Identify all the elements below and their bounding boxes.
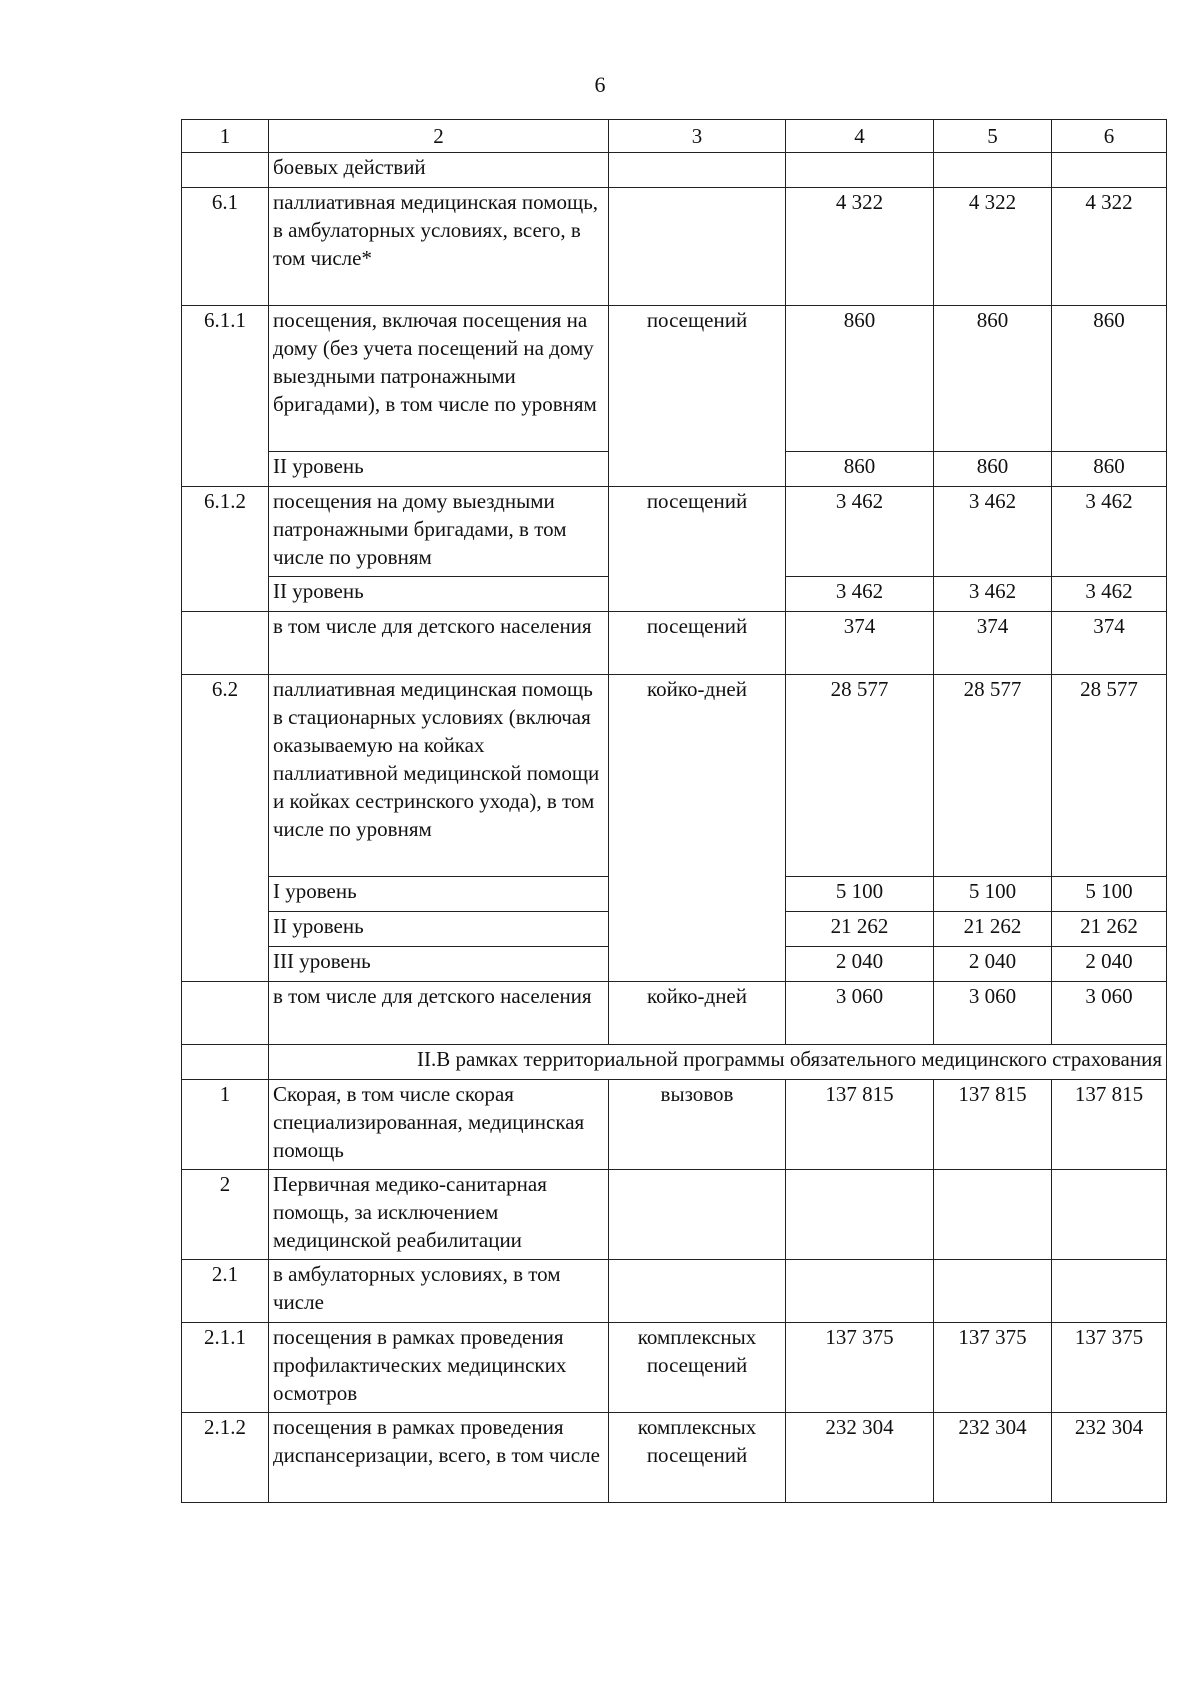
table-row — [182, 1323, 1167, 1413]
value-col-4: 3 060 — [786, 982, 934, 1045]
value-col-6: 3 462 — [1052, 487, 1167, 577]
row-name: посещения на дому выездными патронажными бригадами, в том числе по уровням — [269, 487, 609, 577]
value-col-4: 374 — [786, 612, 934, 675]
value-col-4 — [786, 153, 934, 188]
value-col-5: 5 100 — [934, 877, 1052, 912]
row-unit: комплексных посещений — [609, 1413, 786, 1503]
value-col-5 — [934, 1170, 1052, 1260]
value-col-4: 860 — [786, 306, 934, 452]
value-col-5: 860 — [934, 452, 1052, 487]
table-row — [182, 487, 1167, 577]
value-col-4 — [786, 1260, 934, 1323]
value-col-4: 137 815 — [786, 1080, 934, 1170]
row-unit — [609, 1260, 786, 1323]
table-row — [182, 612, 1167, 675]
value-col-4: 3 462 — [786, 577, 934, 612]
row-name: II уровень — [269, 912, 609, 947]
row-number: 2.1.1 — [182, 1323, 269, 1413]
value-col-5: 374 — [934, 612, 1052, 675]
header-cell-2: 2 — [269, 120, 609, 153]
value-col-6: 21 262 — [1052, 912, 1167, 947]
row-name: паллиативная медицинская помощь в стационарных условиях (включая оказываемую на койках паллиативной медицинской помощи и койках сестринского ухода), в том числе по уровням — [269, 675, 609, 877]
value-col-5: 28 577 — [934, 675, 1052, 877]
row-number — [182, 982, 269, 1045]
row-name: Скорая, в том числе скорая специализированная, медицинская помощь — [269, 1080, 609, 1170]
value-col-6: 5 100 — [1052, 877, 1167, 912]
row-unit: комплексных посещений — [609, 1323, 786, 1413]
value-col-5 — [934, 153, 1052, 188]
table-row — [182, 1413, 1167, 1503]
section-row — [182, 1045, 1167, 1080]
row-number — [182, 612, 269, 675]
header-cell-1: 1 — [182, 120, 269, 153]
header-cell-5: 5 — [934, 120, 1052, 153]
row-unit — [609, 153, 786, 188]
value-col-6 — [1052, 1260, 1167, 1323]
value-col-6: 860 — [1052, 452, 1167, 487]
row-name: паллиативная медицинская помощь, в амбулаторных условиях, всего, в том числе* — [269, 188, 609, 306]
table-row — [182, 306, 1167, 452]
row-unit: посещений — [609, 306, 786, 487]
value-col-4: 232 304 — [786, 1413, 934, 1503]
row-name: II уровень — [269, 452, 609, 487]
value-col-5: 137 815 — [934, 1080, 1052, 1170]
row-number: 6.1.1 — [182, 306, 269, 487]
value-col-6: 137 815 — [1052, 1080, 1167, 1170]
value-col-5: 2 040 — [934, 947, 1052, 982]
value-col-5: 232 304 — [934, 1413, 1052, 1503]
row-unit: койко-дней — [609, 675, 786, 982]
header-cell-6: 6 — [1052, 120, 1167, 153]
value-col-6: 232 304 — [1052, 1413, 1167, 1503]
value-col-6: 3 060 — [1052, 982, 1167, 1045]
value-col-5: 3 462 — [934, 487, 1052, 577]
indicators-table — [181, 119, 1167, 1503]
value-col-6: 28 577 — [1052, 675, 1167, 877]
row-name: в амбулаторных условиях, в том числе — [269, 1260, 609, 1323]
page-number: 6 — [594, 72, 606, 97]
row-number: 6.2 — [182, 675, 269, 982]
value-col-6: 3 462 — [1052, 577, 1167, 612]
value-col-6: 137 375 — [1052, 1323, 1167, 1413]
value-col-4: 21 262 — [786, 912, 934, 947]
value-col-6: 4 322 — [1052, 188, 1167, 306]
row-name: I уровень — [269, 877, 609, 912]
row-name: посещения, включая посещения на дому (без учета посещений на дому выездными патронажными бригадами), в том числе по уровням — [269, 306, 609, 452]
value-col-4: 3 462 — [786, 487, 934, 577]
row-name: в том числе для детского населения — [269, 612, 609, 675]
row-number: 6.1.2 — [182, 487, 269, 612]
value-col-6: 2 040 — [1052, 947, 1167, 982]
table-row — [182, 982, 1167, 1045]
value-col-4 — [786, 1170, 934, 1260]
table-row — [182, 675, 1167, 877]
row-unit: посещений — [609, 487, 786, 612]
row-name: боевых действий — [269, 153, 609, 188]
row-unit: вызовов — [609, 1080, 786, 1170]
value-col-4: 28 577 — [786, 675, 934, 877]
value-col-4: 860 — [786, 452, 934, 487]
row-name: III уровень — [269, 947, 609, 982]
table-row — [182, 153, 1167, 188]
row-unit — [609, 1170, 786, 1260]
row-name: посещения в рамках проведения диспансеризации, всего, в том числе — [269, 1413, 609, 1503]
value-col-5: 137 375 — [934, 1323, 1052, 1413]
value-col-5 — [934, 1260, 1052, 1323]
row-number: 1 — [182, 1080, 269, 1170]
table-row — [182, 1260, 1167, 1323]
row-name: II уровень — [269, 577, 609, 612]
value-col-6 — [1052, 153, 1167, 188]
row-number: 6.1 — [182, 188, 269, 306]
row-number: 2.1.2 — [182, 1413, 269, 1503]
value-col-5: 860 — [934, 306, 1052, 452]
value-col-6: 374 — [1052, 612, 1167, 675]
value-col-4: 5 100 — [786, 877, 934, 912]
row-unit — [609, 188, 786, 306]
row-number: 2 — [182, 1170, 269, 1260]
table-row — [182, 1170, 1167, 1260]
value-col-5: 3 462 — [934, 577, 1052, 612]
value-col-4: 137 375 — [786, 1323, 934, 1413]
value-col-6 — [1052, 1170, 1167, 1260]
row-unit: койко-дней — [609, 982, 786, 1045]
value-col-4: 2 040 — [786, 947, 934, 982]
value-col-5: 4 322 — [934, 188, 1052, 306]
value-col-4: 4 322 — [786, 188, 934, 306]
value-col-5: 21 262 — [934, 912, 1052, 947]
table-row — [182, 1080, 1167, 1170]
value-col-5: 3 060 — [934, 982, 1052, 1045]
row-number — [182, 153, 269, 188]
row-number: 2.1 — [182, 1260, 269, 1323]
header-row — [182, 120, 1167, 153]
row-name: Первичная медико-санитарная помощь, за исключением медицинской реабилитации — [269, 1170, 609, 1260]
value-col-6: 860 — [1052, 306, 1167, 452]
row-name: посещения в рамках проведения профилактических медицинских осмотров — [269, 1323, 609, 1413]
header-cell-4: 4 — [786, 120, 934, 153]
table-row — [182, 188, 1167, 306]
section-empty-cell — [182, 1045, 269, 1080]
section-title: II.В рамках территориальной программы обязательного медицинского страхования — [269, 1045, 1167, 1080]
header-cell-3: 3 — [609, 120, 786, 153]
row-unit: посещений — [609, 612, 786, 675]
row-name: в том числе для детского населения — [269, 982, 609, 1045]
